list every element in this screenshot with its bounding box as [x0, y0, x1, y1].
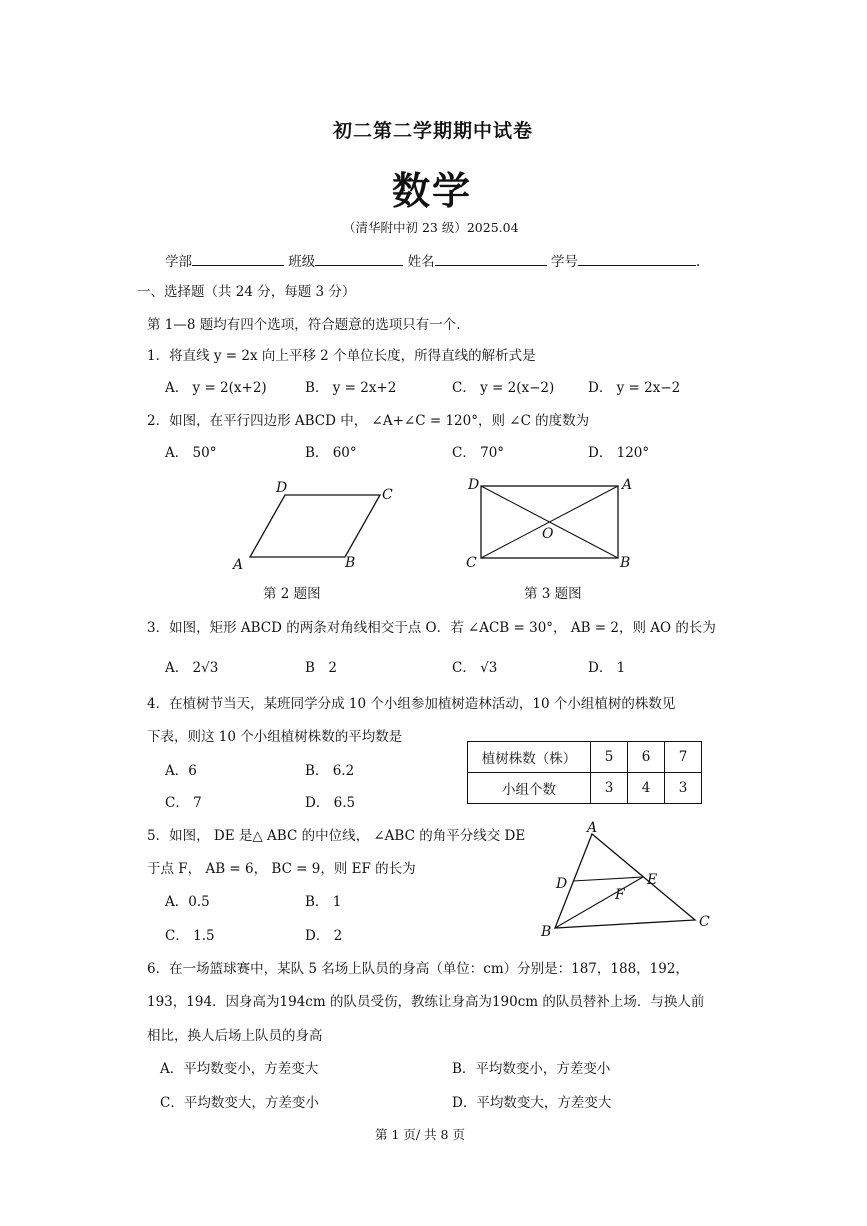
division-blank[interactable] [192, 251, 284, 266]
table-cell: 7 [665, 742, 702, 773]
fig2-label-d: D [276, 480, 288, 496]
student-info-row: 学部 班级 姓名 学号 . [165, 251, 700, 270]
q2-option-d: D． 120° [588, 445, 650, 461]
q4-option-a: A．6 [165, 763, 197, 779]
fig5-label-c: C [699, 914, 710, 930]
subject-title: 数学 [392, 168, 473, 213]
fig2-label-c: C [382, 487, 393, 503]
field-label-name: 姓名 [407, 254, 435, 270]
fig3-label-d: D [468, 477, 480, 493]
exam-title: 初二第二学期期中试卷 [333, 120, 534, 142]
fig5-label-d: D [556, 876, 568, 892]
q4-stem-line-2: 下表，则这 10 个小组植树株数的平均数是 [147, 729, 403, 745]
figure-2-parallelogram [225, 475, 405, 575]
fig2-label-a: A [233, 557, 244, 573]
q2-stem: 2．如图，在平行四边形 ABCD 中， ∠A+∠C = 120°，则 ∠C 的度数为 [147, 413, 590, 429]
fig5-label-b: B [541, 924, 552, 940]
q2-option-b: B． 60° [305, 445, 357, 461]
q6-option-b: B．平均数变小，方差变小 [452, 1061, 611, 1077]
figure-3-rectangle [460, 472, 640, 574]
q5-option-c: C． 1.5 [165, 928, 215, 944]
q6-option-c: C．平均数变大，方差变小 [160, 1095, 319, 1111]
figure-5-triangle [535, 820, 715, 942]
q5-option-b: B． 1 [305, 894, 342, 910]
student-id-blank[interactable] [578, 251, 696, 266]
q6-option-d: D．平均数变大，方差变大 [452, 1095, 612, 1111]
q4-stem-line-1: 4．在植树节当天，某班同学分成 10 个小组参加植树造林活动，10 个小组植树的株数见 [147, 696, 676, 712]
angle-bisector-bf [555, 877, 643, 928]
q6-stem-line-3: 相比，换人后场上队员的身高 [147, 1028, 323, 1044]
q4-option-d: D． 6.5 [305, 795, 356, 811]
q5-option-d: D． 2 [305, 928, 343, 944]
table-header-cell: 植树株数（株） [468, 742, 591, 773]
fig3-label-a: A [622, 477, 633, 493]
q2-option-c: C． 70° [452, 445, 505, 461]
q4-option-b: B． 6.2 [305, 763, 355, 779]
page-footer: 第 1 页/ 共 8 页 [375, 1127, 465, 1142]
name-blank[interactable] [435, 251, 547, 266]
exam-subtitle: （清华附中初 23 级）2025.04 [343, 220, 519, 235]
fig5-label-a: A [587, 820, 598, 836]
q6-option-a: A．平均数变小，方差变大 [160, 1061, 319, 1077]
class-blank[interactable] [315, 251, 403, 266]
field-label-student-id: 学号 [550, 254, 578, 270]
q4-option-c: C． 7 [165, 795, 202, 811]
q3-option-a: A． 2√3 [165, 660, 219, 676]
table-header-cell: 小组个数 [468, 773, 591, 804]
q1-option-c: C． y = 2(x−2) [452, 380, 555, 396]
q1-option-a: A． y = 2(x+2) [165, 380, 267, 396]
table-cell: 3 [591, 773, 628, 804]
table-cell: 3 [665, 773, 702, 804]
fig5-label-f: F [615, 887, 625, 903]
table-cell: 4 [628, 773, 665, 804]
q3-option-d: D． 1 [588, 660, 626, 676]
fig3-label-o: O [542, 526, 554, 542]
q5-option-a: A．0.5 [165, 894, 210, 910]
section-note: 第 1—8 题均有四个选项，符合题意的选项只有一个. [147, 317, 461, 333]
q3-stem: 3．如图，矩形 ABCD 的两条对角线相交于点 O．若 ∠ACB = 30°， AB = 2，则 AO 的长为 [147, 620, 716, 636]
fig3-label-c: C [466, 555, 477, 571]
table-row [468, 742, 702, 773]
field-label-class: 班级 [288, 254, 316, 270]
fig3-label-b: B [620, 555, 631, 571]
midline-de [573, 877, 643, 881]
fig5-label-e: E [647, 872, 658, 888]
q5-stem-line-2: 于点 F， AB = 6， BC = 9，则 EF 的长为 [147, 861, 416, 877]
q6-stem-line-2: 193，194．因身高为194cm 的队员受伤，教练让身高为190cm 的队员替补上场．与换人前 [147, 994, 705, 1010]
figure-3-caption: 第 3 题图 [524, 586, 582, 602]
q1-option-d: D． y = 2x−2 [588, 380, 681, 396]
q1-stem: 1．将直线 y = 2x 向上平移 2 个单位长度，所得直线的解析式是 [147, 348, 536, 364]
table-cell: 5 [591, 742, 628, 773]
q1-option-b: B． y = 2x+2 [305, 380, 397, 396]
q3-option-b: B 2 [305, 660, 338, 676]
q3-option-c: C． √3 [452, 660, 498, 676]
table-cell: 6 [628, 742, 665, 773]
field-label-division: 学部 [165, 254, 192, 270]
tree-count-table [467, 741, 702, 804]
figure-2-caption: 第 2 题图 [263, 586, 321, 602]
q2-option-a: A． 50° [165, 445, 217, 461]
q5-stem-line-1: 5．如图， DE 是△ ABC 的中位线， ∠ABC 的角平分线交 DE [147, 828, 526, 844]
section-heading: 一、选择题（共 24 分，每题 3 分） [137, 284, 356, 300]
table-row [468, 773, 702, 804]
parallelogram-shape [250, 495, 380, 557]
q6-stem-line-1: 6．在一场篮球赛中，某队 5 名场上队员的身高（单位：cm）分别是：187，188，192， [147, 961, 689, 977]
fig2-label-b: B [345, 555, 356, 571]
